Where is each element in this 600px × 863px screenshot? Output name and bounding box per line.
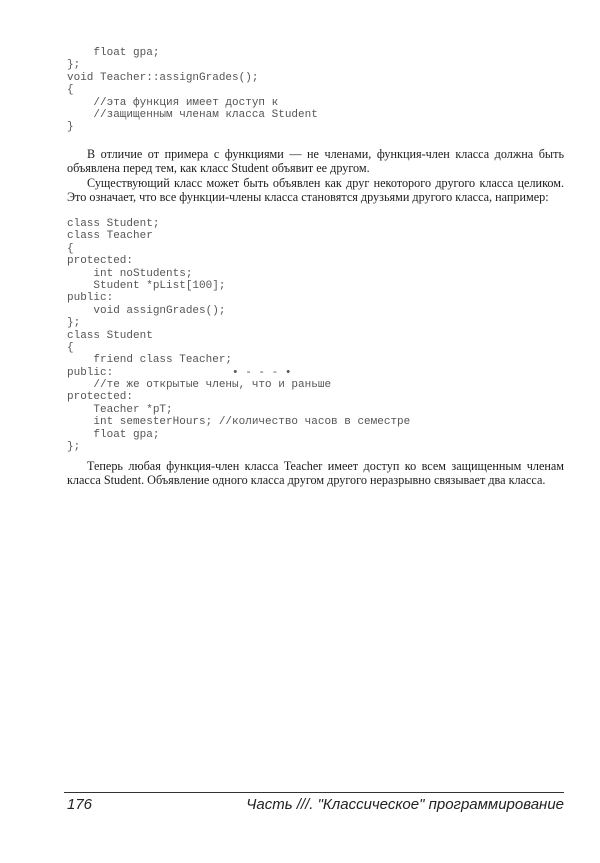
code-block-teacher-assign-grades bbox=[67, 47, 318, 134]
code-line: float gpa; bbox=[67, 428, 160, 441]
code-line: void assignGrades(); bbox=[67, 304, 226, 317]
code-line: { bbox=[67, 242, 74, 255]
code-line: //те же открытые члены, что и раньше bbox=[67, 379, 332, 392]
code-line: { bbox=[67, 341, 74, 354]
code-line: //защищенным членам класса Student bbox=[67, 108, 318, 121]
paragraph-friend-class: Существующий класс может быть объявлен как друг некоторого другого класса целиком. Это означает, что все функции-члены класса становятся друзьями другого класса, например: bbox=[67, 176, 564, 204]
code-line: int semesterHours; //количество часов в семестре bbox=[67, 416, 411, 429]
code-line: Teacher *pT; bbox=[67, 403, 173, 416]
footer-divider bbox=[64, 792, 564, 793]
code-line: }; bbox=[67, 441, 81, 454]
code-line: class Student; bbox=[67, 218, 160, 230]
code-line: protected: bbox=[67, 391, 134, 404]
code-line: int noStudents; bbox=[67, 267, 193, 280]
code-line: }; bbox=[67, 59, 81, 72]
code-line: Student *pList[100]; bbox=[67, 279, 226, 292]
code-line: protected: bbox=[67, 255, 134, 268]
code-line: void Teacher::assignGrades(); bbox=[67, 71, 259, 84]
paragraph-member-function-friend: В отличие от примера с функциями — не членами, функция-член класса должна быть объявлена перед тем, как класс Student объявит ее другом. bbox=[67, 147, 564, 175]
code-line: public: bbox=[67, 292, 114, 305]
paragraph-conclusion: Теперь любая функция-член класса Teacher имеет доступ ко всем защищенным членам класса Student. Объявление одного класса другом другого неразрывно связывает два класса. bbox=[67, 459, 564, 487]
code-line: friend class Teacher; bbox=[67, 354, 233, 367]
code-line: //эта функция имеет доступ к bbox=[67, 96, 279, 109]
page-number: 176 bbox=[67, 796, 93, 813]
code-line: public: • - - - • bbox=[67, 366, 292, 379]
running-footer-title: Часть ///. "Классическое" программирование bbox=[246, 796, 564, 813]
code-line: { bbox=[67, 84, 74, 97]
code-line: }; bbox=[67, 317, 81, 330]
code-line: } bbox=[67, 121, 74, 134]
code-line: float gpa; bbox=[67, 47, 160, 59]
code-block-friend-class-example bbox=[67, 218, 410, 453]
code-line: class Teacher bbox=[67, 230, 153, 243]
code-line: class Student bbox=[67, 329, 153, 342]
